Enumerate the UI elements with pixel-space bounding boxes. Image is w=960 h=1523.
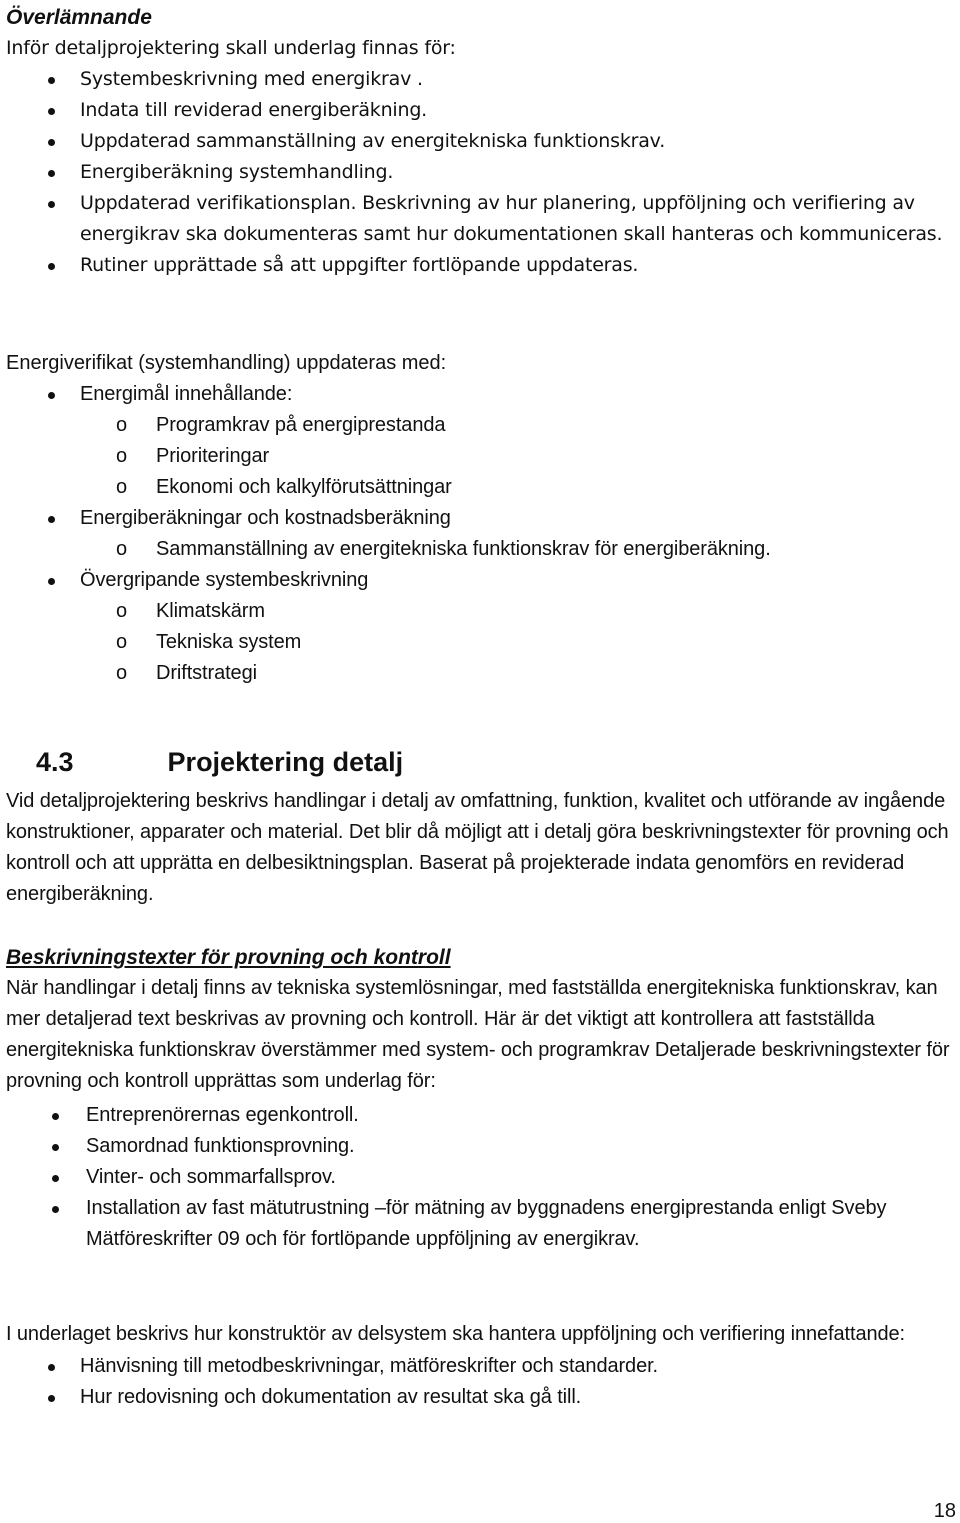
list-item: Hur redovisning och dokumentation av resultat ska gå till. — [6, 1382, 956, 1413]
sub-bullet-icon: o — [116, 538, 128, 560]
list-item: Samordnad funktionsprovning. — [6, 1131, 956, 1162]
bullet-icon — [48, 578, 55, 585]
sub-bullet-icon: o — [116, 662, 128, 684]
bullet-icon — [48, 1364, 55, 1371]
list-item: Systembeskrivning med energikrav . — [6, 64, 956, 95]
sub-bullet-icon: o — [116, 631, 128, 653]
bullet-icon — [52, 1144, 59, 1151]
section-heading: Energiverifikat (systemhandling) uppdateras med: — [6, 352, 447, 374]
sub-list-item: o Ekonomi och kalkylförutsättningar — [6, 472, 956, 503]
follow-up-list — [6, 1351, 956, 1413]
sub-list-item: o Driftstrategi — [6, 658, 956, 689]
sub-list-item: o Klimatskärm — [6, 596, 956, 627]
bullet-icon — [52, 1175, 59, 1182]
handover-list — [6, 64, 956, 281]
list-item: Övergripande systembeskrivning — [6, 565, 956, 596]
section-title-text: Projektering detalj — [167, 747, 404, 777]
sub-list-item: o Prioriteringar — [6, 441, 956, 472]
verification-list — [6, 379, 956, 689]
bullet-icon — [48, 1395, 55, 1402]
sub-bullet-icon: o — [116, 414, 128, 436]
list-item: Vinter- och sommarfallsprov. — [6, 1162, 956, 1193]
bullet-icon — [48, 516, 55, 523]
section-heading: Överlämnande — [6, 6, 152, 29]
list-item: Hänvisning till metodbeskrivningar, mätföreskrifter och standarder. — [6, 1351, 956, 1382]
body-text: När handlingar i detalj finns av tekniska systemlösningar, med fastställda energitekniska funktionskrav, kan mer detaljerad text beskrivas av provning och kontroll. Här är det viktigt att kontrollera att fastställda energitekniska funktionskrav överstämmer med system- och programkrav Detaljerade beskrivningstexter för provning och kontroll upprättas som underlag för: — [6, 977, 950, 1092]
body-text: Vid detaljprojektering beskrivs handlingar i detalj av omfattning, funktion, kvalitet och utförande av ingående konstruktioner, apparater och material. Det blir då möjligt att i detalj göra beskrivningstexter för provning och kontroll och att upprätta en delbesiktningsplan. Baserat på projekterade indata genomförs en reviderad energiberäkning. — [6, 790, 949, 905]
sub-bullet-icon: o — [116, 600, 128, 622]
section-number: 4.3 — [36, 747, 74, 777]
bullet-icon — [48, 77, 55, 84]
body-text: I underlaget beskrivs hur konstruktör av delsystem ska hantera uppföljning och verifiering innefattande: — [6, 1323, 905, 1345]
bullet-icon — [48, 170, 55, 177]
intro-text: Inför detaljprojektering skall underlag finnas för: — [6, 37, 456, 59]
bullet-icon — [48, 108, 55, 115]
list-item: Uppdaterad sammanställning av energitekniska funktionskrav. — [6, 126, 956, 157]
list-item: Installation av fast mätutrustning –för mätning av byggnadens energiprestanda enligt Sveby Mätföreskrifter 09 och för fortlöpande uppföljning av energikrav. — [6, 1193, 956, 1255]
list-item: Energiberäkning systemhandling. — [6, 157, 956, 188]
sub-bullet-icon: o — [116, 445, 128, 467]
test-list — [6, 1100, 956, 1255]
page-number: 18 — [933, 1500, 956, 1522]
sub-list-item: o Sammanställning av energitekniska funktionskrav för energiberäkning. — [6, 534, 956, 565]
sub-bullet-icon: o — [116, 476, 128, 498]
section-heading: Beskrivningstexter för provning och kontroll — [6, 946, 451, 969]
section-follow-up — [6, 1319, 956, 1413]
list-item: Energimål innehållande: — [6, 379, 956, 410]
sub-list-item: o Programkrav på energiprestanda — [6, 410, 956, 441]
bullet-icon — [48, 139, 55, 146]
list-item: Indata till reviderad energiberäkning. — [6, 95, 956, 126]
list-item: Entreprenörernas egenkontroll. — [6, 1100, 956, 1131]
section-energy-verification — [6, 348, 956, 689]
list-item: Rutiner upprättade så att uppgifter fortlöpande uppdateras. — [6, 250, 956, 281]
bullet-icon — [52, 1113, 59, 1120]
section-test-descriptions — [6, 942, 956, 1255]
bullet-icon — [48, 392, 55, 399]
bullet-icon — [48, 263, 55, 270]
section-title — [6, 744, 956, 780]
section-detailed-design — [6, 744, 956, 910]
bullet-icon — [52, 1206, 59, 1213]
list-item: Energiberäkningar och kostnadsberäkning — [6, 503, 956, 534]
list-item: Uppdaterad verifikationsplan. Beskrivning av hur planering, uppföljning och verifiering av energikrav ska dokumenteras samt hur dokumentationen skall hanteras och kommuniceras. — [6, 188, 956, 250]
bullet-icon — [48, 201, 55, 208]
sub-list-item: o Tekniska system — [6, 627, 956, 658]
section-handover — [6, 2, 956, 281]
